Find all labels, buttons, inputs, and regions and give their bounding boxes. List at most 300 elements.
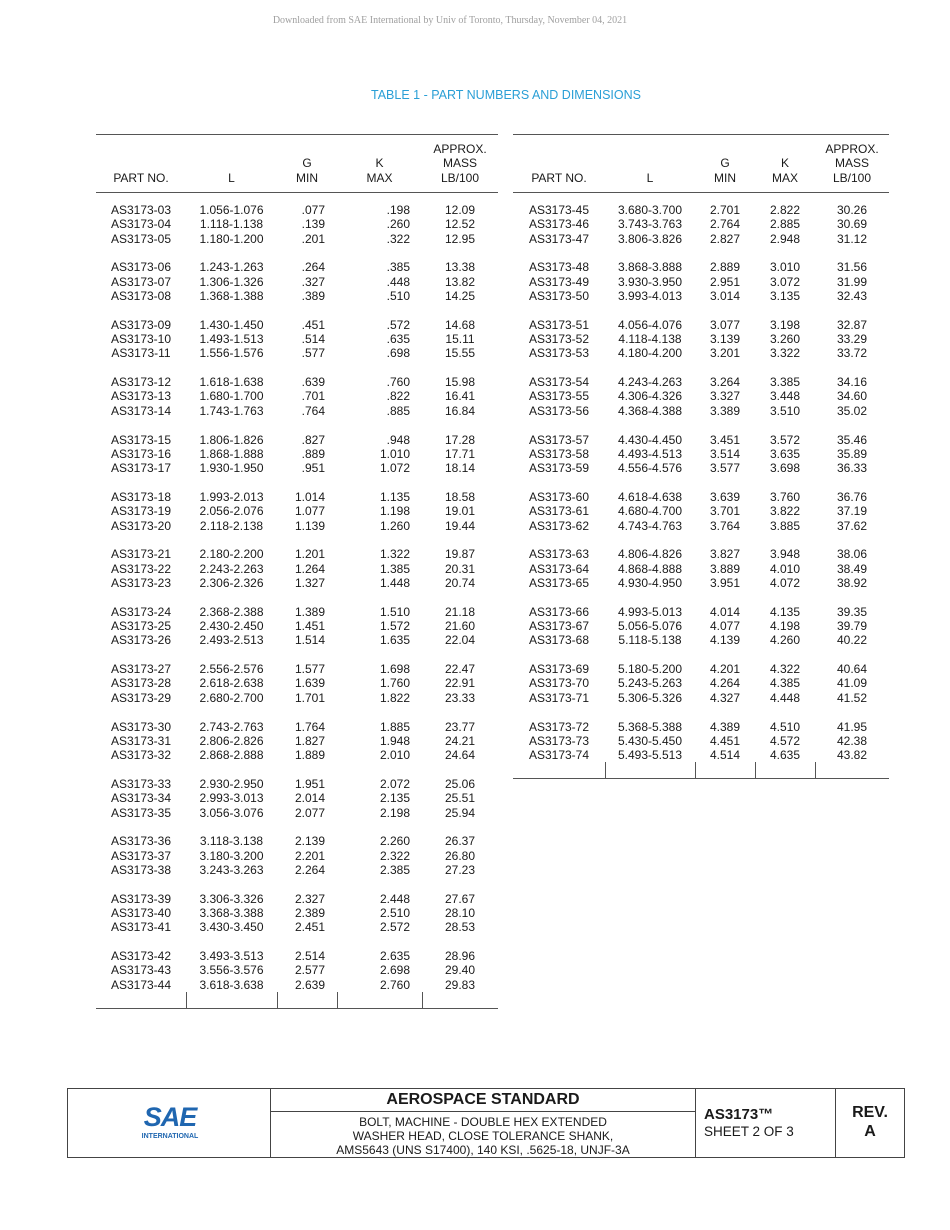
part-number: AS3173-20 xyxy=(110,518,172,533)
k-max: 1.822 xyxy=(379,690,410,705)
length-range: 2.493-2.513 xyxy=(199,633,264,648)
k-max: .698 xyxy=(386,346,410,361)
g-min: 3.764 xyxy=(709,518,741,533)
part-number: AS3173-29 xyxy=(110,690,172,705)
k-max: 2.635 xyxy=(379,949,410,964)
part-number: AS3173-67 xyxy=(528,619,590,634)
part-number: AS3173-53 xyxy=(528,346,590,361)
approx-mass: 20.74 xyxy=(444,575,476,590)
table-row xyxy=(96,562,498,576)
g-min: 2.577 xyxy=(294,963,325,978)
length-range: 3.493-3.513 xyxy=(199,949,264,964)
k-max: 1.885 xyxy=(379,719,410,734)
length-range: 2.806-2.826 xyxy=(199,733,264,748)
header-l: L xyxy=(605,135,695,193)
g-min: 3.451 xyxy=(709,432,741,447)
part-number: AS3173-13 xyxy=(110,389,172,404)
k-max: 1.572 xyxy=(379,619,410,634)
g-min: .764 xyxy=(301,403,325,418)
k-max: .760 xyxy=(386,375,410,390)
g-min: 4.139 xyxy=(709,633,741,648)
g-min: .389 xyxy=(301,288,325,303)
part-number: AS3173-18 xyxy=(110,489,172,504)
approx-mass: 18.14 xyxy=(444,461,476,476)
approx-mass: 38.92 xyxy=(836,575,868,590)
k-max: 3.635 xyxy=(769,446,801,461)
g-min: 4.389 xyxy=(709,719,741,734)
g-min: 3.389 xyxy=(709,403,741,418)
approx-mass: 14.25 xyxy=(444,288,476,303)
part-number: AS3173-08 xyxy=(110,288,172,303)
revision-cell xyxy=(836,1089,904,1157)
logo-wordmark: SAE xyxy=(143,1102,197,1132)
approx-mass: 39.79 xyxy=(836,619,868,634)
k-max: 4.260 xyxy=(769,633,801,648)
length-range: 1.930-1.950 xyxy=(199,461,264,476)
k-max: 3.698 xyxy=(769,461,801,476)
approx-mass: 35.89 xyxy=(836,446,868,461)
part-number: AS3173-71 xyxy=(528,690,590,705)
length-range: 1.868-1.888 xyxy=(199,446,264,461)
part-number: AS3173-16 xyxy=(110,446,172,461)
length-range: 2.306-2.326 xyxy=(199,575,264,590)
length-range: 1.556-1.576 xyxy=(199,346,264,361)
approx-mass: 41.95 xyxy=(836,719,868,734)
g-min: 2.701 xyxy=(709,203,741,217)
part-number: AS3173-64 xyxy=(528,561,590,576)
table-row xyxy=(96,734,498,748)
table-row xyxy=(96,705,498,734)
length-range: 1.680-1.700 xyxy=(199,389,264,404)
table-row xyxy=(96,963,498,977)
length-range: 1.180-1.200 xyxy=(199,231,264,246)
description-line: AMS5643 (UNS S17400), 140 KSI, .5625-18, UNJF-3A xyxy=(336,1143,630,1157)
parts-table-right-body xyxy=(513,193,889,763)
table-row xyxy=(96,303,498,332)
table-row xyxy=(513,475,889,504)
k-max: 3.948 xyxy=(769,547,801,562)
k-max: 1.072 xyxy=(379,461,410,476)
k-max: 1.698 xyxy=(379,662,410,677)
description-line: BOLT, MACHINE - DOUBLE HEX EXTENDED xyxy=(359,1115,607,1129)
length-range: 2.556-2.576 xyxy=(199,662,264,677)
table-row xyxy=(96,504,498,518)
g-min: .639 xyxy=(301,375,325,390)
header-k-max: K MAX xyxy=(337,135,422,193)
part-number: AS3173-06 xyxy=(110,260,172,275)
length-range: 4.118-4.138 xyxy=(618,332,682,347)
g-min: 1.951 xyxy=(294,776,325,791)
length-range: 2.618-2.638 xyxy=(199,676,264,691)
k-max: 1.010 xyxy=(379,446,410,461)
approx-mass: 17.28 xyxy=(444,432,476,447)
table-row xyxy=(513,590,889,619)
approx-mass: 17.71 xyxy=(444,446,476,461)
part-number: AS3173-59 xyxy=(528,461,590,476)
sae-international-logo xyxy=(138,1102,202,1144)
table-row xyxy=(96,906,498,920)
part-number: AS3173-51 xyxy=(528,317,590,332)
approx-mass: 20.31 xyxy=(444,561,476,576)
part-number: AS3173-39 xyxy=(110,891,172,906)
table-row xyxy=(513,562,889,576)
k-max: 2.322 xyxy=(379,848,410,863)
k-max: 4.385 xyxy=(769,676,801,691)
table-row xyxy=(96,648,498,677)
approx-mass: 41.09 xyxy=(836,676,868,691)
length-range: 2.056-2.076 xyxy=(199,504,264,519)
length-range: 1.430-1.450 xyxy=(199,317,264,332)
approx-mass: 19.44 xyxy=(444,518,476,533)
k-max: 3.072 xyxy=(769,274,801,289)
approx-mass: 19.87 xyxy=(444,547,476,562)
part-number: AS3173-12 xyxy=(110,375,172,390)
table-row xyxy=(513,576,889,590)
part-number: AS3173-68 xyxy=(528,633,590,648)
approx-mass: 24.64 xyxy=(444,748,476,763)
g-min: 1.639 xyxy=(294,676,325,691)
header-g-min: G MIN xyxy=(277,135,337,193)
approx-mass: 12.09 xyxy=(444,203,476,217)
k-max: 2.448 xyxy=(379,891,410,906)
g-min: 2.327 xyxy=(294,891,325,906)
k-max: 4.448 xyxy=(769,690,801,705)
table-row xyxy=(96,863,498,877)
g-min: 3.139 xyxy=(709,332,741,347)
approx-mass: 37.19 xyxy=(836,504,868,519)
table-row xyxy=(513,691,889,705)
part-number: AS3173-15 xyxy=(110,432,172,447)
table-row xyxy=(513,418,889,447)
approx-mass: 25.94 xyxy=(444,805,476,820)
k-max: 4.135 xyxy=(769,604,801,619)
approx-mass: 28.10 xyxy=(444,905,476,920)
k-max: 3.198 xyxy=(769,317,801,332)
description-line: WASHER HEAD, CLOSE TOLERANCE SHANK, xyxy=(352,1129,614,1143)
approx-mass: 42.38 xyxy=(836,733,868,748)
part-number: AS3173-70 xyxy=(528,676,590,691)
part-number: AS3173-37 xyxy=(110,848,172,863)
k-max: 4.510 xyxy=(769,719,801,734)
g-min: .701 xyxy=(301,389,325,404)
part-number: AS3173-24 xyxy=(110,604,172,619)
g-min: 1.451 xyxy=(294,619,325,634)
logo-subtext: INTERNATIONAL xyxy=(141,1133,199,1140)
g-min: 1.577 xyxy=(294,662,325,677)
part-number: AS3173-44 xyxy=(110,977,172,992)
k-max: .948 xyxy=(386,432,410,447)
k-max: 2.760 xyxy=(379,977,410,992)
part-number: AS3173-32 xyxy=(110,748,172,763)
table-row xyxy=(513,217,889,231)
table-row xyxy=(513,648,889,677)
table-header-row xyxy=(96,135,498,193)
table-row xyxy=(96,246,498,275)
g-min: 3.014 xyxy=(709,288,741,303)
g-min: 2.889 xyxy=(709,260,741,275)
table-row xyxy=(513,346,889,360)
g-min: 2.764 xyxy=(709,217,741,232)
standard-heading: AEROSPACE STANDARD xyxy=(271,1089,695,1112)
approx-mass: 37.62 xyxy=(836,518,868,533)
part-number: AS3173-73 xyxy=(528,733,590,748)
g-min: .827 xyxy=(301,432,325,447)
approx-mass: 32.87 xyxy=(836,317,868,332)
approx-mass: 38.06 xyxy=(836,547,868,562)
approx-mass: 21.18 xyxy=(444,604,476,619)
table-row xyxy=(96,691,498,705)
part-number: AS3173-26 xyxy=(110,633,172,648)
k-max: .385 xyxy=(386,260,410,275)
table-row xyxy=(96,748,498,762)
part-number: AS3173-28 xyxy=(110,676,172,691)
table-row xyxy=(96,633,498,647)
approx-mass: 16.84 xyxy=(444,403,476,418)
table-row xyxy=(513,734,889,748)
approx-mass: 15.55 xyxy=(444,346,476,361)
approx-mass: 28.53 xyxy=(444,920,476,935)
k-max: 1.760 xyxy=(379,676,410,691)
approx-mass: 24.21 xyxy=(444,733,476,748)
g-min: 1.139 xyxy=(294,518,325,533)
part-number: AS3173-46 xyxy=(528,217,590,232)
part-number: AS3173-61 xyxy=(528,504,590,519)
g-min: 1.827 xyxy=(294,733,325,748)
approx-mass: 40.22 xyxy=(836,633,868,648)
length-range: 2.180-2.200 xyxy=(199,547,264,562)
approx-mass: 26.37 xyxy=(444,834,476,849)
part-number: AS3173-14 xyxy=(110,403,172,418)
approx-mass: 22.47 xyxy=(444,662,476,677)
g-min: 4.327 xyxy=(709,690,741,705)
part-number: AS3173-58 xyxy=(528,446,590,461)
table-row xyxy=(513,361,889,390)
k-max: 3.885 xyxy=(769,518,801,533)
g-min: 1.264 xyxy=(294,561,325,576)
approx-mass: 19.01 xyxy=(444,504,476,519)
part-number: AS3173-49 xyxy=(528,274,590,289)
g-min: .139 xyxy=(301,217,325,232)
g-min: 1.389 xyxy=(294,604,325,619)
k-max: .572 xyxy=(386,317,410,332)
table-row xyxy=(513,705,889,734)
table-footer-ticks xyxy=(96,992,498,1009)
g-min: 4.077 xyxy=(709,619,741,634)
table-row xyxy=(513,633,889,647)
parts-table-left-body xyxy=(96,193,498,992)
table-row xyxy=(513,289,889,303)
table-row xyxy=(96,676,498,690)
table-row xyxy=(96,920,498,934)
approx-mass: 33.72 xyxy=(836,346,868,361)
approx-mass: 12.52 xyxy=(444,217,476,232)
length-range: 2.993-3.013 xyxy=(199,791,264,806)
g-min: 2.951 xyxy=(709,274,741,289)
part-number: AS3173-36 xyxy=(110,834,172,849)
length-range: 5.430-5.450 xyxy=(617,733,683,748)
sae-logo-cell xyxy=(68,1089,271,1157)
k-max: 3.760 xyxy=(769,489,801,504)
table-row xyxy=(96,877,498,906)
part-number: AS3173-55 xyxy=(528,389,590,404)
revision-value: A xyxy=(864,1123,876,1140)
table-row xyxy=(513,748,889,762)
table-row xyxy=(96,461,498,475)
approx-mass: 34.60 xyxy=(836,389,868,404)
part-number: AS3173-38 xyxy=(110,862,172,877)
part-description xyxy=(271,1112,695,1157)
k-max: 3.260 xyxy=(769,332,801,347)
approx-mass: 33.29 xyxy=(836,332,868,347)
k-max: 4.635 xyxy=(769,748,801,763)
table-row xyxy=(513,504,889,518)
table-row xyxy=(96,389,498,403)
length-range: 3.930-3.950 xyxy=(617,274,683,289)
g-min: 2.451 xyxy=(294,920,325,935)
part-number: AS3173-41 xyxy=(110,920,172,935)
g-min: 1.014 xyxy=(294,489,325,504)
g-min: 3.327 xyxy=(709,389,741,404)
part-number: AS3173-19 xyxy=(110,504,172,519)
table-row xyxy=(96,820,498,849)
k-max: .510 xyxy=(386,288,410,303)
length-range: 2.868-2.888 xyxy=(199,748,264,763)
table-row xyxy=(96,447,498,461)
g-min: 1.889 xyxy=(294,748,325,763)
g-min: .514 xyxy=(301,332,325,347)
g-min: .327 xyxy=(301,274,325,289)
k-max: 4.072 xyxy=(769,575,801,590)
k-max: 2.072 xyxy=(379,776,410,791)
length-range: 4.493-4.513 xyxy=(617,446,683,461)
table-row xyxy=(513,533,889,562)
approx-mass: 43.82 xyxy=(836,748,868,763)
table-row xyxy=(96,519,498,533)
length-range: 3.056-3.076 xyxy=(199,805,264,820)
part-number: AS3173-72 xyxy=(528,719,590,734)
k-max: 1.448 xyxy=(379,575,410,590)
length-range: 4.430-4.450 xyxy=(617,432,683,447)
part-number: AS3173-42 xyxy=(110,949,172,964)
g-min: 2.201 xyxy=(294,848,325,863)
k-max: 3.572 xyxy=(769,432,801,447)
part-number: AS3173-54 xyxy=(528,375,590,390)
length-range: 5.493-5.513 xyxy=(617,748,683,763)
length-range: 4.056-4.076 xyxy=(617,317,683,332)
k-max: .885 xyxy=(386,403,410,418)
part-number: AS3173-05 xyxy=(110,231,172,246)
approx-mass: 36.76 xyxy=(836,489,868,504)
part-number: AS3173-22 xyxy=(110,561,172,576)
length-range: 4.680-4.700 xyxy=(617,504,683,519)
g-min: 1.514 xyxy=(294,633,325,648)
length-range: 1.806-1.826 xyxy=(199,432,264,447)
length-range: 4.368-4.388 xyxy=(617,403,683,418)
table-row xyxy=(513,232,889,246)
header-l: L xyxy=(186,135,277,193)
k-max: 2.698 xyxy=(379,963,410,978)
k-max: 1.385 xyxy=(379,561,410,576)
k-max: 1.135 xyxy=(379,489,410,504)
part-number: AS3173-23 xyxy=(110,575,172,590)
length-range: 4.556-4.576 xyxy=(617,461,683,476)
k-max: 2.385 xyxy=(379,862,410,877)
g-min: .889 xyxy=(301,446,325,461)
g-min: 2.639 xyxy=(294,977,325,992)
approx-mass: 14.68 xyxy=(444,317,476,332)
approx-mass: 15.98 xyxy=(444,375,476,390)
g-min: 2.514 xyxy=(294,949,325,964)
parts-table-right xyxy=(513,134,889,779)
k-max: .635 xyxy=(386,332,410,347)
revision-label: REV. xyxy=(852,1104,888,1121)
part-number: AS3173-48 xyxy=(528,260,590,275)
length-range: 5.368-5.388 xyxy=(617,719,683,734)
k-max: 2.135 xyxy=(379,791,410,806)
g-min: 2.827 xyxy=(709,231,741,246)
length-range: 3.118-3.138 xyxy=(199,834,264,849)
table-row xyxy=(96,576,498,590)
k-max: .448 xyxy=(386,274,410,289)
approx-mass: 27.23 xyxy=(444,862,476,877)
length-range: 4.618-4.638 xyxy=(617,489,683,504)
k-max: 3.385 xyxy=(769,375,801,390)
part-number: AS3173-47 xyxy=(528,231,590,246)
length-range: 3.868-3.888 xyxy=(617,260,683,275)
table-row xyxy=(96,404,498,418)
length-range: 3.306-3.326 xyxy=(199,891,264,906)
k-max: 3.822 xyxy=(769,504,801,519)
header-part-no: PART NO. xyxy=(513,135,605,193)
approx-mass: 29.40 xyxy=(444,963,476,978)
approx-mass: 22.04 xyxy=(444,633,476,648)
k-max: 2.885 xyxy=(769,217,801,232)
approx-mass: 38.49 xyxy=(836,561,868,576)
length-range: 3.368-3.388 xyxy=(199,905,264,920)
table-row xyxy=(96,935,498,964)
k-max: 3.135 xyxy=(769,288,801,303)
part-number: AS3173-56 xyxy=(528,403,590,418)
length-range: 1.056-1.076 xyxy=(199,203,264,217)
table-row xyxy=(96,361,498,390)
header-mass: APPROX. MASS LB/100 xyxy=(815,135,889,193)
table-row xyxy=(96,193,498,218)
table-row xyxy=(96,289,498,303)
g-min: 1.327 xyxy=(294,575,325,590)
part-number: AS3173-52 xyxy=(528,332,590,347)
table-header-row xyxy=(513,135,889,193)
g-min: 2.139 xyxy=(294,834,325,849)
document-number-cell xyxy=(695,1089,836,1157)
length-range: 4.306-4.326 xyxy=(617,389,683,404)
approx-mass: 12.95 xyxy=(444,231,476,246)
length-range: 4.743-4.763 xyxy=(617,518,683,533)
table-row xyxy=(513,389,889,403)
k-max: 4.198 xyxy=(769,619,801,634)
k-max: .322 xyxy=(386,231,410,246)
g-min: 4.514 xyxy=(709,748,741,763)
part-number: AS3173-07 xyxy=(110,274,172,289)
approx-mass: 31.56 xyxy=(836,260,868,275)
g-min: 3.077 xyxy=(709,317,741,332)
part-number: AS3173-62 xyxy=(528,518,590,533)
length-range: 1.493-1.513 xyxy=(199,332,264,347)
document-number: AS3173™ xyxy=(704,1106,774,1123)
k-max: 3.448 xyxy=(769,389,801,404)
approx-mass: 25.06 xyxy=(444,776,476,791)
g-min: 3.201 xyxy=(709,346,741,361)
length-range: 3.556-3.576 xyxy=(199,963,264,978)
